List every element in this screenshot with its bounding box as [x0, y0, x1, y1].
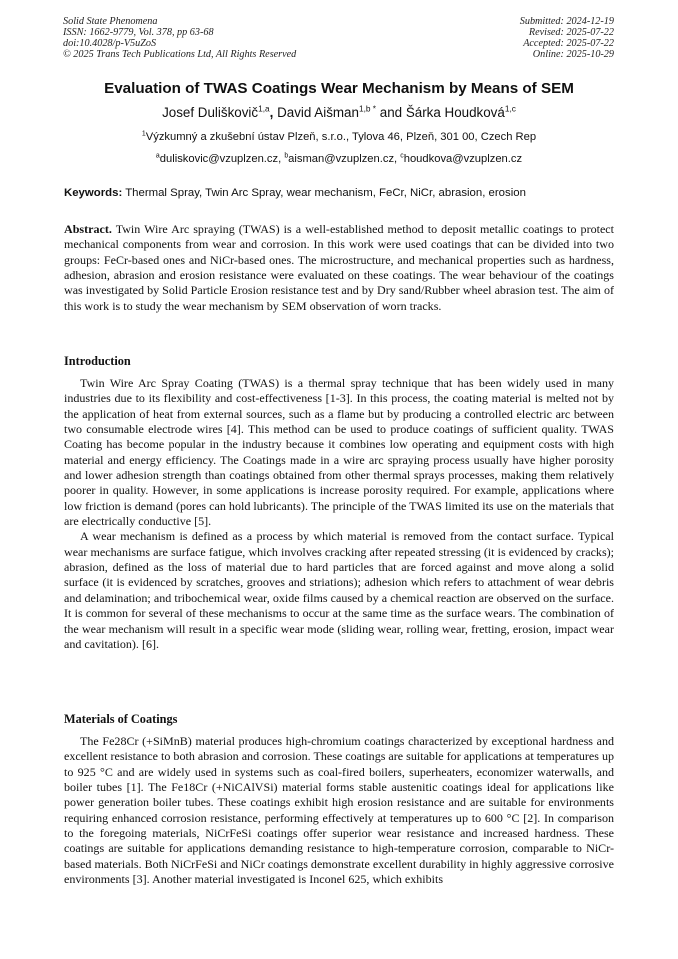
date-accepted: Accepted: 2025-07-22	[523, 38, 614, 49]
publication-dates	[520, 16, 614, 60]
journal-info	[63, 16, 296, 60]
email-link[interactable]: duliskovic@vzuplzen.cz,	[159, 153, 285, 165]
email-mark: b	[284, 152, 289, 160]
materials-body	[64, 734, 614, 887]
paragraph: A wear mechanism is defined as a process by which material is removed from the contact surface. Typical wear mechanisms are surface fatigue, which involves cracking after repeated stressing (it is evidenced by cracks); abrasion, defined as the loss of material due to hard particles that are forced against and move along a solid surface (it is evidenced by scratches, grooves and striations); adhesion which refers to attachment of wear debris and delamination; and tribochemical wear, oxide films caused by a chemical reaction are observed on the surface. It is common for several of these mechanisms to occur at the same time as the surface wears. The combination of the wear mechanism will result in a specific wear mode (sliding wear, rolling wear, fretting, erosion, impact wear and cavitation). [6].	[64, 529, 614, 651]
date-online: Online: 2025-10-29	[532, 49, 614, 60]
paper-title: Evaluation of TWAS Coatings Wear Mechanism by Means of SEM	[104, 80, 574, 97]
journal-copyright: © 2025 Trans Tech Publications Ltd, All Rights Reserved	[63, 49, 297, 60]
section-heading-materials: Materials of Coatings	[64, 712, 178, 726]
journal-name: Solid State Phenomena	[63, 16, 158, 27]
email-mark: c	[400, 152, 404, 160]
author-affiliation-mark: 1,a	[258, 103, 270, 114]
email-link[interactable]: aisman@vzuplzen.cz,	[288, 153, 401, 165]
affiliation	[0, 131, 678, 143]
paragraph: The Fe28Cr (+SiMnB) material produces high-chromium coatings characterized by exceptional hardness and excellent resistance to both abrasion and corrosion. These coatings are suitable for applications at temperatures up to 925 °C and are widely used in systems such as coal-fired boilers, superheaters, economizer waterwalls, and boiler tubes [1]. The Fe18Cr (+NiCAlVSi) material forms stable austenitic coatings ideal for applications like power generation boiler tubes. These coatings exhibit high erosion resistance and are suitable for environments requiring enhanced corrosion resistance, performing effectively at temperatures up to 600 °C [2]. In comparison to the foregoing materials, NiCrFeSi coatings offer superior wear resistance and increased hardness. These coatings are suitable for applications demanding resistance to high-temperature corrosion, comparable to NiCr-based materials. Both NiCrFeSi and NiCr coatings demonstrate excellent durability in highly aggressive corrosive environments [3]. Another material investigated is Inconel 625, which exhibits	[64, 734, 615, 887]
abstract-label: Abstract.	[64, 222, 112, 236]
affiliation-mark: 1	[141, 130, 146, 138]
section-heading-introduction: Introduction	[64, 354, 131, 368]
introduction-body	[64, 376, 614, 652]
email-mark: a	[155, 152, 160, 160]
abstract-text: Twin Wire Arc spraying (TWAS) is a well-established method to deposit metallic coatings to protect mechanical components from wear and corrosion. In this work were used coatings that can be divided into two groups: FeCr-based ones and NiCr-based ones. The microstructure, and mechanical properties such as hardness, adhesion, abrasion and erosion resistance were evaluated on these coatings. The wear behaviour of the coatings was investigated by Solid Particle Erosion resistance test and by Dry sand/Rubber wheel abrasion test. The aim of this work is to study the wear mechanism by SEM observation of worn tracks.	[64, 222, 614, 313]
affiliation-text: Výzkumný a zkušební ústav Plzeň, s.r.o., Tylova 46, Plzeň, 301 00, Czech Rep	[145, 131, 537, 143]
author-affiliation-mark: 1,c	[504, 103, 516, 114]
date-revised: Revised: 2025-07-22	[528, 27, 614, 38]
author-separator: and	[376, 105, 406, 120]
author-name: Josef Duliškovič	[162, 105, 259, 120]
abstract	[64, 222, 614, 314]
keywords	[64, 187, 619, 199]
author-name: Šárka Houdková	[405, 105, 505, 120]
keywords-text: Thermal Spray, Twin Arc Spray, wear mechanism, FeCr, NiCr, abrasion, erosion	[122, 187, 526, 199]
email-link[interactable]: houdkova@vzuplzen.cz	[403, 153, 523, 165]
paragraph: Twin Wire Arc Spray Coating (TWAS) is a thermal spray technique that has been widely used in many industries due to its flexibility and cost-effectiveness [1-3]. In this process, the coating material is melted not by the application of heat from external sources, such as a flame but by producing a controlled electric arc between two consumable electrode wires [4]. This method can be used to produce coatings of sufficient quality. TWAS Coating has become popular in the industry because it combines low operating and equipment costs with high material and energy efficiency. The Coatings made in a wire arc spraying process usually have higher porosity and lower adhesion strength than coatings obtained from other thermal sprays processes, making them relatively poorer in quality. However, in some applications is increase porosity required. For example, applications where low friction is demand (pores can hold lubricants). The principle of the TWAS limited its use on the materials that are electrically conductive [5].	[64, 376, 614, 529]
date-submitted: Submitted: 2024-12-19	[519, 16, 614, 27]
author-list	[0, 105, 678, 120]
keywords-label: Keywords:	[64, 187, 123, 199]
journal-issn: ISSN: 1662-9779, Vol. 378, pp 63-68	[63, 27, 214, 38]
author-separator: ,	[269, 105, 278, 120]
author-name: David Aišman	[277, 105, 359, 120]
author-emails	[0, 153, 678, 165]
journal-doi: doi:10.4028/p-V5uZoS	[63, 38, 157, 49]
author-affiliation-mark: 1,b *	[358, 103, 377, 114]
